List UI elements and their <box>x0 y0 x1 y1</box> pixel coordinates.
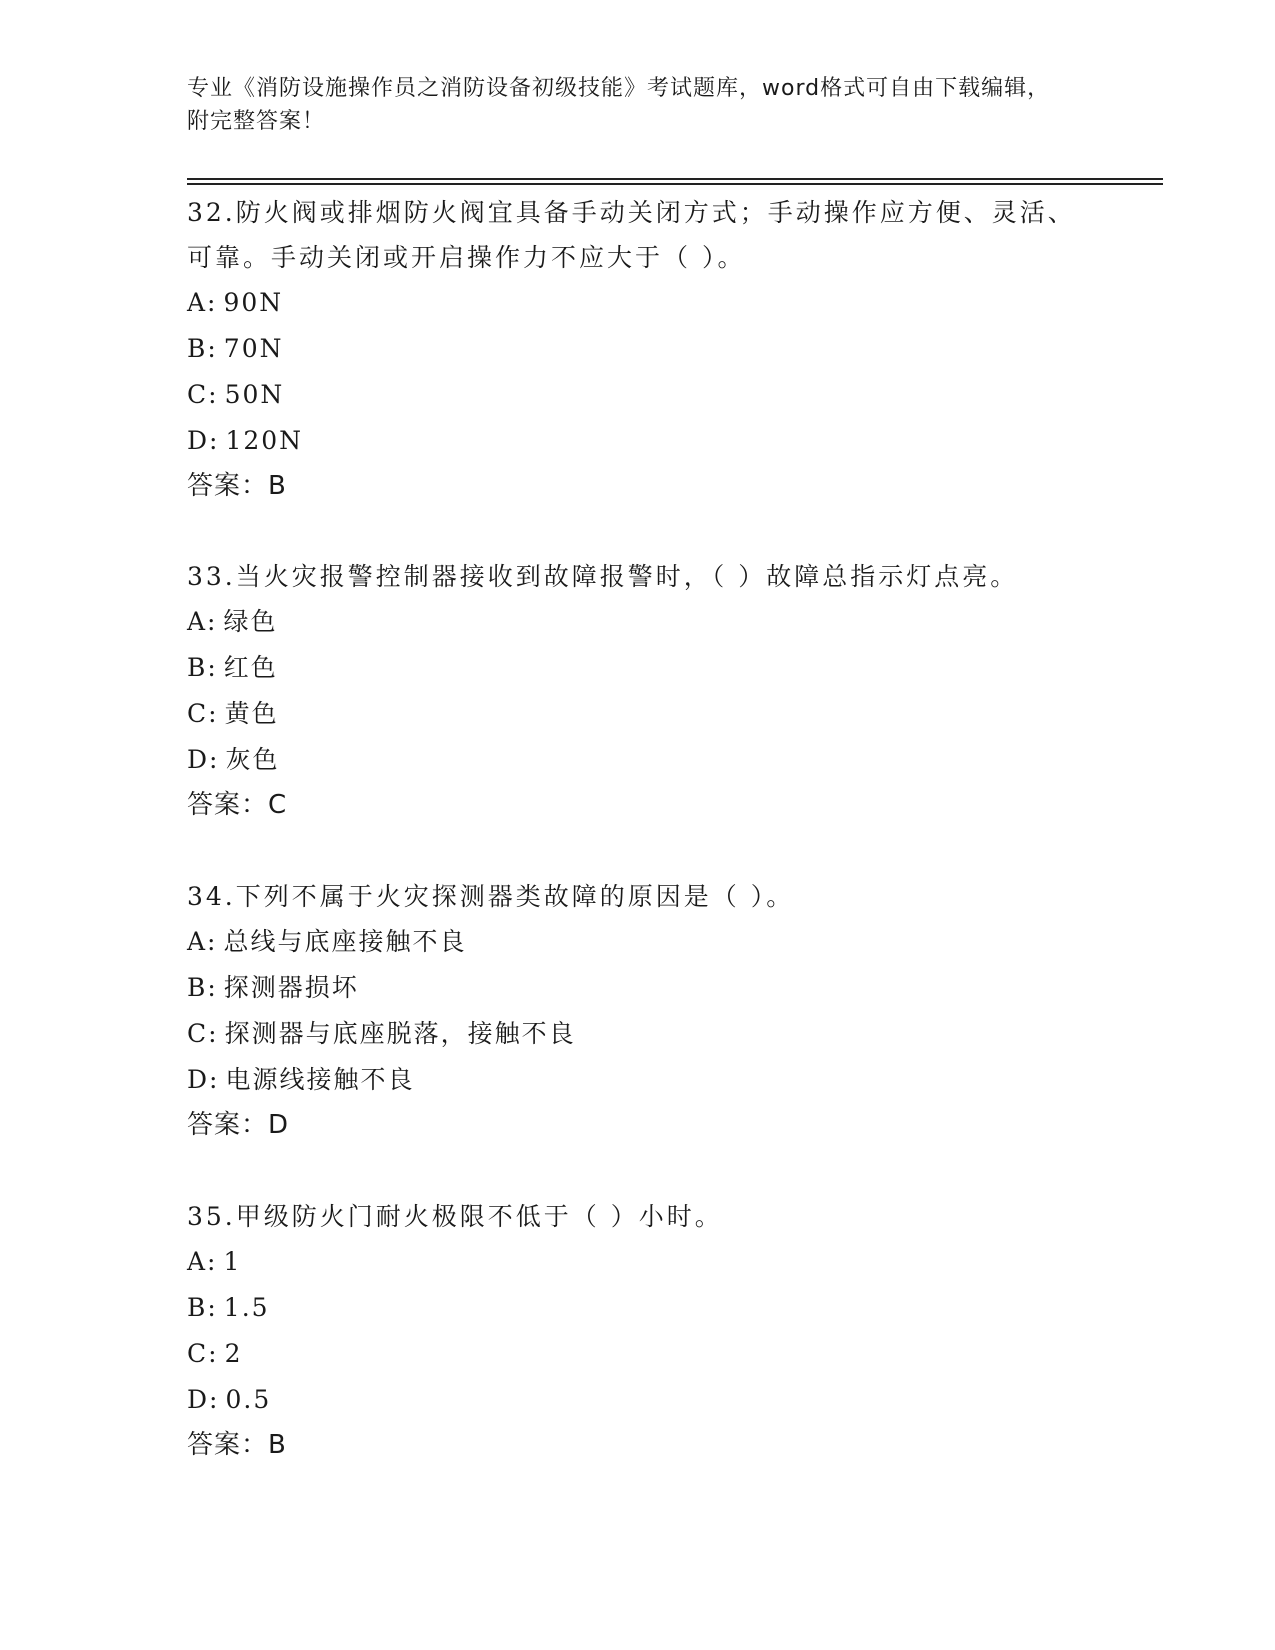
option-text: 探测器损坏 <box>223 973 359 1002</box>
option-text: 电源线接触不良 <box>225 1065 415 1094</box>
option-a <box>187 280 1087 326</box>
option-text: 总线与底座接触不良 <box>223 927 467 956</box>
option-a <box>187 599 1087 645</box>
option-text: 0.5 <box>225 1385 272 1414</box>
answer-line: 答案：D <box>187 1110 290 1140</box>
option-b <box>187 965 1087 1011</box>
option-letter: B: <box>187 653 218 682</box>
option-letter: D: <box>187 745 220 774</box>
option-b <box>187 645 1087 691</box>
option-letter: B: <box>187 334 218 363</box>
option-d <box>187 1057 1087 1103</box>
header-divider-top <box>187 178 1163 180</box>
option-letter: D: <box>187 1385 220 1414</box>
option-text: 灰色 <box>225 745 280 774</box>
option-c <box>187 372 1087 418</box>
question-stem: 33.当火灾报警控制器接收到故障报警时，（ ）故障总指示灯点亮。 <box>187 562 1019 591</box>
option-text: 绿色 <box>223 607 278 636</box>
option-c <box>187 691 1087 737</box>
option-letter: C: <box>187 699 219 728</box>
option-letter: C: <box>187 1339 219 1368</box>
option-b <box>187 326 1087 372</box>
option-text: 50N <box>224 380 285 409</box>
option-d <box>187 1377 1087 1423</box>
option-letter: D: <box>187 1065 220 1094</box>
option-c <box>187 1011 1087 1057</box>
option-letter: A: <box>187 927 218 956</box>
question-stem: 32.防火阀或排烟防火阀宜具备手动关闭方式；手动操作应方便、灵活、可靠。手动关闭或开启操作力不应大于（ ）。 <box>187 198 1076 272</box>
option-text: 探测器与底座脱落，接触不良 <box>224 1019 576 1048</box>
header-divider-bottom <box>187 183 1163 185</box>
option-a <box>187 1239 1087 1285</box>
option-letter: A: <box>187 1247 218 1276</box>
option-letter: C: <box>187 1019 219 1048</box>
answer-line: 答案：B <box>187 1430 287 1460</box>
option-letter: C: <box>187 380 219 409</box>
option-text: 黄色 <box>224 699 279 728</box>
option-letter: A: <box>187 607 218 636</box>
question-34 <box>187 874 1087 1145</box>
option-d <box>187 737 1087 783</box>
option-letter: A: <box>187 288 218 317</box>
option-text: 2 <box>224 1339 243 1368</box>
option-letter: D: <box>187 426 220 455</box>
question-stem: 34.下列不属于火灾探测器类故障的原因是（ ）。 <box>187 882 795 911</box>
question-33 <box>187 554 1087 825</box>
option-a <box>187 919 1087 965</box>
option-letter: B: <box>187 973 218 1002</box>
option-text: 红色 <box>223 653 278 682</box>
option-text: 1.5 <box>223 1293 270 1322</box>
document-header <box>187 72 1067 138</box>
option-text: 90N <box>223 288 284 317</box>
question-35 <box>187 1194 1087 1465</box>
header-intro-text: 专业《消防设施操作员之消防设备初级技能》考试题库，word格式可自由下载编辑，附完整答案！ <box>187 76 1051 134</box>
option-text: 1 <box>223 1247 242 1276</box>
question-32 <box>187 190 1087 506</box>
option-d <box>187 418 1087 464</box>
option-text: 120N <box>225 426 304 455</box>
answer-line: 答案：B <box>187 471 287 501</box>
question-stem: 35.甲级防火门耐火极限不低于（ ）小时。 <box>187 1202 723 1231</box>
option-letter: B: <box>187 1293 218 1322</box>
option-c <box>187 1331 1087 1377</box>
answer-line: 答案：C <box>187 790 288 820</box>
option-text: 70N <box>223 334 284 363</box>
option-b <box>187 1285 1087 1331</box>
